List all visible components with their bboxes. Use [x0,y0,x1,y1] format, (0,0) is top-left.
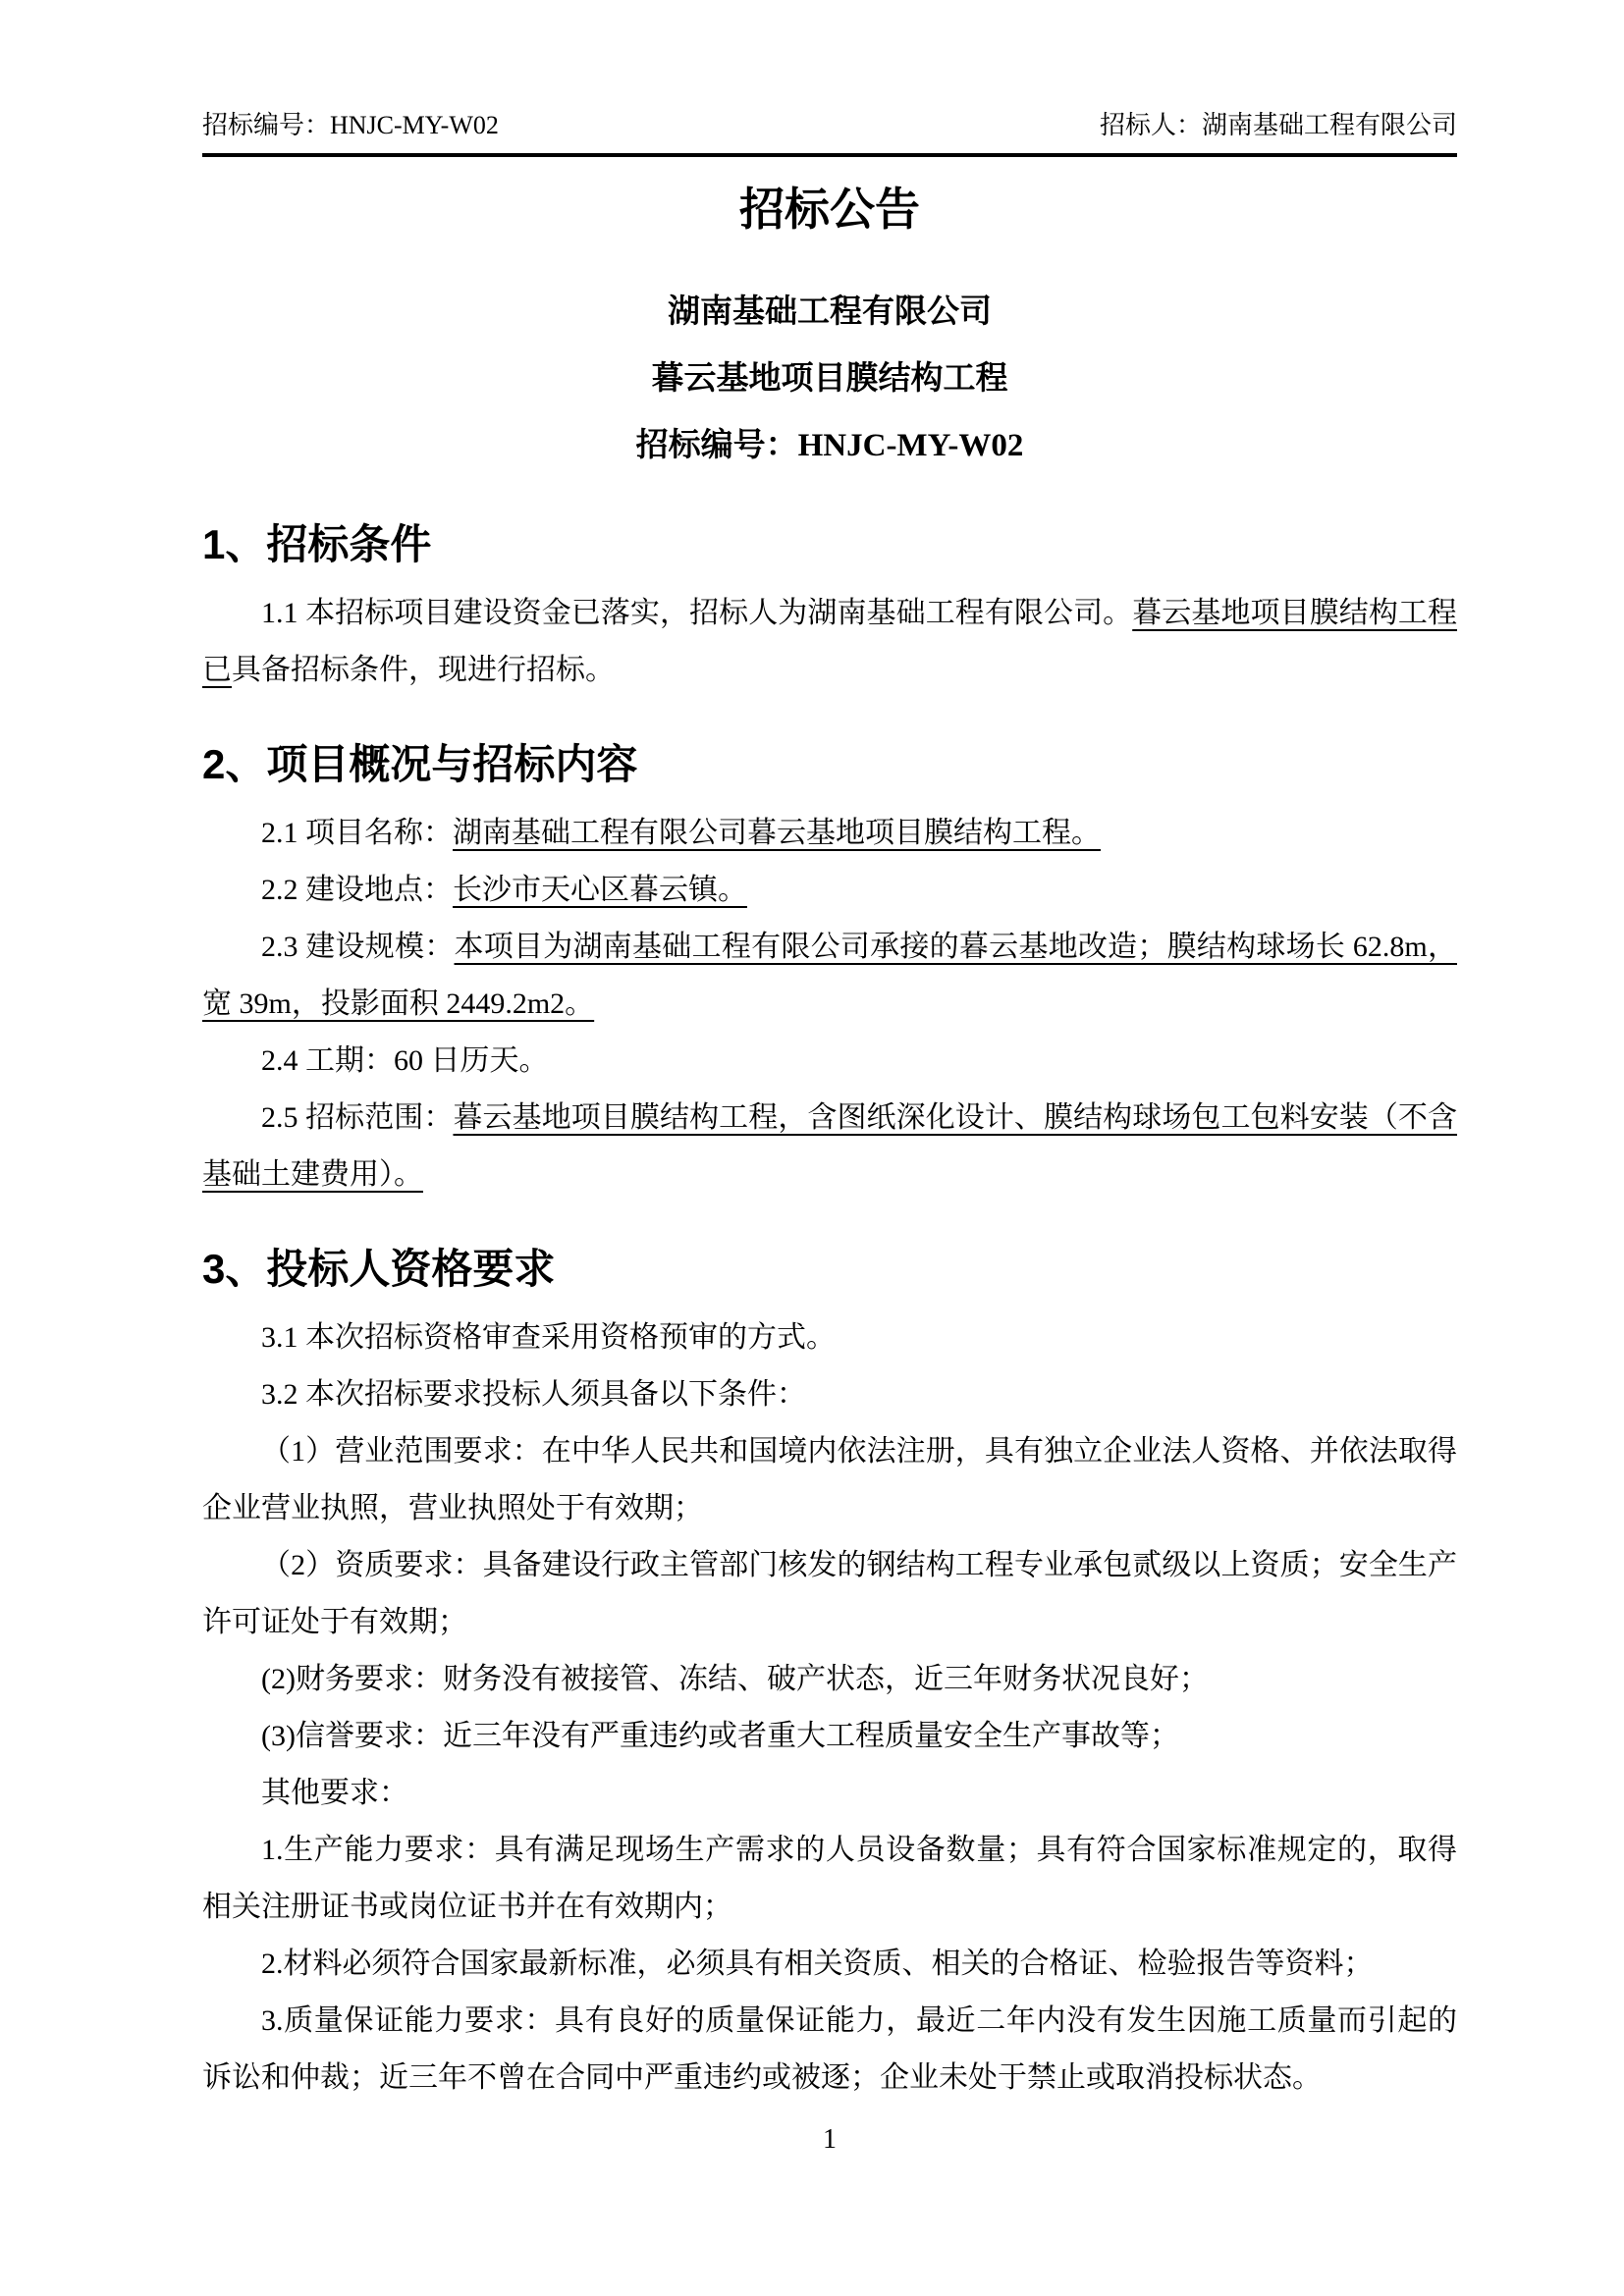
paragraph [202,1993,1457,2107]
text-run: 3.1 本次招标资格审查采用资格预审的方式。 [261,1321,836,1354]
underlined-text: 本项目为湖南基础工程有限公司承接的暮云基地改造；膜结构球场长 62.8m，宽 39m，投影面积 2449.2m2。 [202,931,1457,1020]
header-tender-number: 招标编号：HNJC-MY-W02 [202,111,499,139]
subtitle-company: 湖南基础工程有限公司 [668,294,992,330]
text-run: 其他要求： [261,1777,408,1809]
text-run: 2.2 建设地点： [261,874,453,906]
page-header [202,110,1457,157]
underlined-text: 湖南基础工程有限公司暮云基地项目膜结构工程。 [453,817,1101,849]
paragraph [202,1765,1457,1822]
text-run: （2）资质要求：具备建设行政主管部门核发的钢结构工程专业承包贰级以上资质；安全生产许可证处于有效期； [202,1549,1457,1638]
text-run: 1.1 本招标项目建设资金已落实，招标人为湖南基础工程有限公司。 [261,597,1133,629]
paragraph [202,1537,1457,1651]
text-run: 2.材料必须符合国家最新标准，必须具有相关资质、相关的合格证、检验报告等资料； [261,1948,1374,1980]
paragraph [202,1936,1457,1993]
underlined-text: 暮云基地项目膜结构工程已 [202,597,1458,686]
header-tenderer-name: 招标人：湖南基础工程有限公司 [1099,111,1457,139]
text-run: 具备招标条件，现进行招标。 [232,654,615,686]
section-heading: 3、投标人资格要求 [202,1246,556,1292]
text-run: （1）营业范围要求：在中华人民共和国境内依法注册，具有独立企业法人资格、并依法取得企业营业执照，营业执照处于有效期； [202,1435,1457,1524]
paragraph [202,1366,1457,1423]
paragraph [202,1651,1457,1708]
paragraph [202,1309,1457,1366]
page-number: 1 [823,2124,837,2155]
text-run: 2.1 项目名称： [261,817,453,849]
text-run: 2.3 建设规模： [261,931,455,963]
underlined-text: 长沙市天心区暮云镇。 [453,874,747,906]
subtitle-tender-number: 招标编号：HNJC-MY-W02 [635,428,1024,463]
paragraph [202,1090,1457,1203]
text-run: 3.2 本次招标要求投标人须具备以下条件： [261,1378,806,1411]
section-heading: 2、项目概况与招标内容 [202,741,638,787]
text-run: (3)信誉要求：近三年没有严重违约或者重大工程质量安全生产事故等； [261,1720,1179,1752]
text-run: 1.生产能力要求：具有满足现场生产需求的人员设备数量；具有符合国家标准规定的，取得相关注册证书或岗位证书并在有效期内； [202,1834,1457,1923]
text-run: (2)财务要求：财务没有被接管、冻结、破产状态，近三年财务状况良好； [261,1663,1209,1695]
section-heading: 1、招标条件 [202,521,432,567]
text-run: 3.质量保证能力要求：具有良好的质量保证能力，最近二年内没有发生因施工质量而引起的诉讼和仲裁；近三年不曾在合同中严重违约或被逐；企业未处于禁止或取消投标状态。 [202,2004,1457,2094]
paragraph [202,805,1457,862]
paragraph [202,862,1457,919]
paragraph [202,919,1457,1033]
paragraph [202,585,1457,699]
paragraph [202,1708,1457,1765]
paragraph [202,1033,1457,1090]
text-run: 2.4 工期：60 日历天。 [261,1044,549,1077]
text-run: 2.5 招标范围： [261,1101,454,1134]
underlined-text: 暮云基地项目膜结构工程，含图纸深化设计、膜结构球场包工包料安装（不含基础土建费用）。 [202,1101,1458,1191]
document-title: 招标公告 [739,184,920,235]
document-body [202,520,1457,2107]
subtitle-project: 暮云基地项目膜结构工程 [651,361,1008,397]
subtitle-block [202,279,1457,479]
paragraph [202,1822,1457,1936]
paragraph [202,1423,1457,1537]
